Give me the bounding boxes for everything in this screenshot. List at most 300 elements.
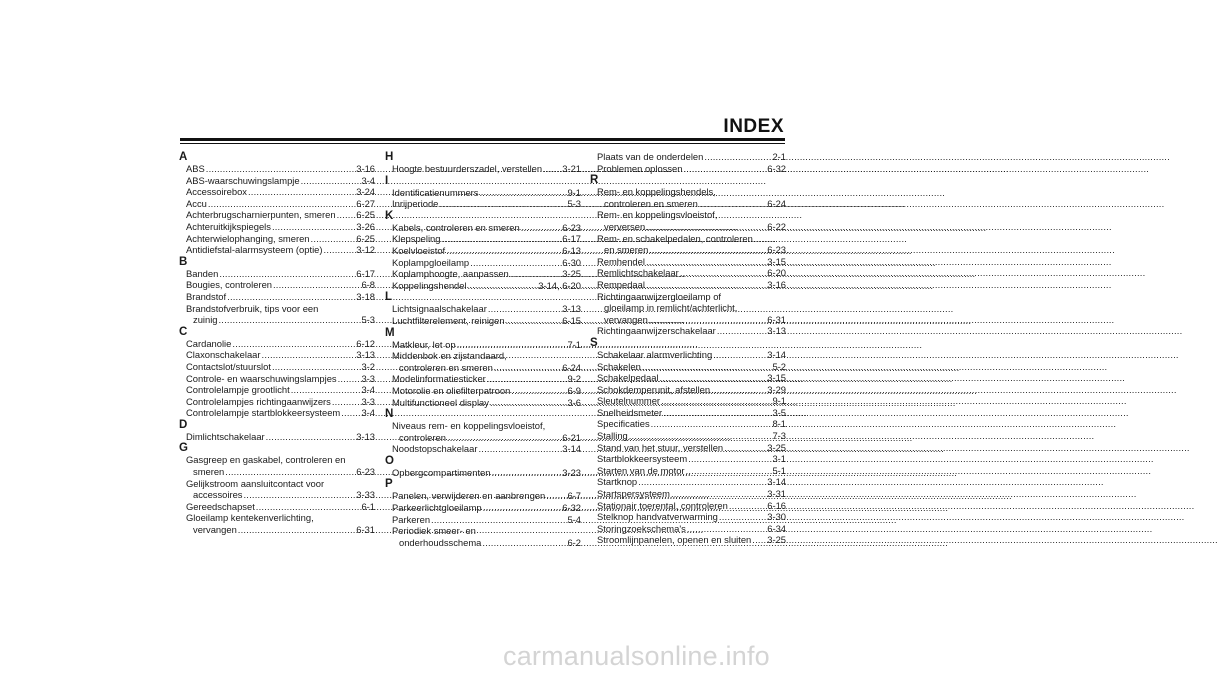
index-entry <box>385 163 581 175</box>
index-entry-text: Multifunctioneel display <box>392 396 489 408</box>
index-entry-text: Rem- en schakelpedalen, controleren <box>597 232 753 244</box>
index-entry-text: Middenbok en zijstandaard, <box>392 350 507 362</box>
index-letter-heading: P <box>385 478 393 491</box>
dot-leader <box>232 338 355 350</box>
dot-leader <box>262 349 356 361</box>
index-entry-text: Gereedschapset <box>186 500 255 512</box>
index-entry <box>590 500 786 512</box>
index-entry-text: Antidiefstal-alarmsysteem (optie) <box>186 244 323 256</box>
index-entry-text: Contactslot/stuurslot <box>186 360 271 372</box>
index-entry <box>385 490 581 502</box>
index-page-ref: 3-33 <box>356 489 375 501</box>
index-page-ref: 2-1 <box>772 151 786 162</box>
index-entry <box>385 467 581 479</box>
index-entry <box>590 151 786 163</box>
index-page-ref: 3-29 <box>767 383 786 395</box>
index-page-ref: 3-15 <box>767 255 786 267</box>
index-entry-text: Cardanolie <box>186 337 232 349</box>
index-entry <box>179 268 375 280</box>
index-entry-text: Accu <box>186 197 207 209</box>
index-entry <box>179 501 375 513</box>
index-entry <box>179 163 375 175</box>
dot-leader <box>660 372 767 384</box>
dot-leader <box>272 221 355 233</box>
dot-leader <box>629 430 772 442</box>
index-page-ref: 6-17 <box>356 267 375 279</box>
index-entry <box>590 325 786 337</box>
index-page-ref: 3-4 <box>361 384 375 396</box>
index-page-ref: 6-27 <box>356 197 375 209</box>
dot-leader <box>688 453 771 465</box>
index-entry-text: Storingzoekschema's <box>597 522 686 534</box>
index-entry-text: Snelheidsmeter <box>597 406 663 418</box>
dot-leader <box>487 373 567 385</box>
index-page-ref: 6-23 <box>767 244 786 256</box>
dot-leader <box>729 500 766 512</box>
dot-leader <box>699 198 766 210</box>
dot-leader <box>686 465 772 477</box>
index-entry <box>385 222 581 234</box>
index-entry <box>385 245 581 257</box>
index-page-ref: 3-31 <box>767 488 786 500</box>
index-page-ref: 6-22 <box>767 220 786 232</box>
index-page-ref: 3-16 <box>767 278 786 290</box>
header-rule-thin <box>180 143 785 144</box>
dot-leader <box>291 384 361 396</box>
dot-leader <box>219 268 355 280</box>
dot-leader <box>225 466 355 478</box>
dot-leader <box>661 395 771 407</box>
index-page-ref: 6-17 <box>562 233 581 245</box>
index-page-ref: 3-6 <box>567 396 581 408</box>
index-entry-text: onderhoudsschema <box>399 536 482 548</box>
index-entry <box>385 362 581 374</box>
index-entry <box>179 466 375 478</box>
index-letter-heading: L <box>385 291 393 304</box>
dot-leader <box>301 175 361 187</box>
index-entry-text: Controlelampje grootlicht <box>186 384 290 396</box>
index-entry <box>590 465 786 477</box>
index-entry-text: en smeren <box>604 244 649 256</box>
index-entry <box>179 291 375 303</box>
index-entry <box>590 372 786 384</box>
index-letter-heading: R <box>590 174 599 187</box>
index-page-ref: 6-31 <box>767 313 786 325</box>
index-letter-heading: O <box>385 454 394 467</box>
index-page-ref: 6-20 <box>767 267 786 279</box>
index-entry <box>590 488 786 500</box>
dot-leader <box>506 315 562 327</box>
dot-leader <box>227 291 355 303</box>
index-entry-text: controleren en smeren <box>399 361 493 373</box>
dot-leader <box>492 467 562 479</box>
dot-leader <box>324 244 356 256</box>
dot-leader <box>338 373 361 385</box>
index-entry <box>590 163 786 175</box>
index-column-1 <box>179 151 375 536</box>
index-entry-text: Rem- en koppelingsvloeistof, <box>597 209 718 221</box>
index-entry-text: Controle- en waarschuwingslampjes <box>186 372 337 384</box>
index-page-ref: 3-23 <box>562 466 581 478</box>
dot-leader <box>724 442 766 454</box>
dot-leader <box>671 488 766 500</box>
index-entry-text: accessoires <box>193 489 243 501</box>
index-page-ref: 6-30 <box>562 256 581 268</box>
index-page-ref: 7-3 <box>772 430 786 442</box>
dot-leader <box>717 325 766 337</box>
index-page-ref: 3-2 <box>361 360 375 372</box>
dot-leader <box>480 187 567 199</box>
dot-leader <box>441 233 561 245</box>
index-entry-text: Claxonschakelaar <box>186 349 261 361</box>
index-page-ref: 3-16 <box>356 163 375 174</box>
index-entry <box>385 315 581 327</box>
index-entry-text: Opbergcompartimenten <box>392 466 491 478</box>
index-entry-text: Gasgreep en gaskabel, controleren en <box>186 454 346 466</box>
index-entry <box>385 198 581 210</box>
index-entry <box>385 432 581 444</box>
index-page-ref: 5-2 <box>772 360 786 372</box>
index-entry-text: Startblokkeersysteem <box>597 453 688 465</box>
dot-leader <box>649 244 766 256</box>
index-entry-text: Koplamphoogte, aanpassen <box>392 268 509 280</box>
dot-leader <box>638 476 766 488</box>
index-page-ref: 3-4 <box>361 174 375 186</box>
dot-leader <box>244 489 356 501</box>
index-entry-text: Kabels, controleren en smeren <box>392 221 520 233</box>
index-page-ref: 3-14 <box>767 348 786 360</box>
index-page-ref: 6-23 <box>356 466 375 478</box>
index-entry <box>179 338 375 350</box>
index-entry-text: Schakelpedaal <box>597 372 659 384</box>
dot-leader <box>680 267 766 279</box>
dot-leader <box>248 186 355 198</box>
dot-leader <box>687 523 766 535</box>
index-entry-text: Controlelampje startblokkeersysteem <box>186 407 341 419</box>
index-page-ref: 6-32 <box>562 502 581 514</box>
dot-leader <box>341 407 360 419</box>
index-entry <box>385 257 581 269</box>
index-entry <box>385 385 581 397</box>
dot-leader <box>332 396 361 408</box>
index-letter-heading: S <box>590 336 598 349</box>
dot-leader <box>272 361 361 373</box>
index-entry <box>385 502 581 514</box>
index-entry <box>590 476 786 488</box>
index-entry-text: Startknop <box>597 476 638 488</box>
index-page-ref: 3-24 <box>356 186 375 198</box>
dot-leader <box>488 303 561 315</box>
index-entry-text: Parkeerlichtgloeilamp <box>392 502 482 514</box>
index-entry <box>179 314 375 326</box>
index-letter-heading: C <box>179 325 188 338</box>
index-entry <box>590 349 786 361</box>
index-entry <box>179 209 375 221</box>
dot-leader <box>494 362 561 374</box>
index-entry-text: Periodiek smeer- en <box>392 525 476 537</box>
index-entry-text: Schokdemperunit, afstellen <box>597 383 711 395</box>
index-entry-text: Luchtfilterelement, reinigen <box>392 314 505 326</box>
dot-leader <box>238 524 355 536</box>
index-page-ref: 3-13 <box>356 430 375 442</box>
index-entry-text: Starten van de motor <box>597 464 685 476</box>
dot-leader <box>266 431 356 443</box>
index-page-ref: 3-3 <box>361 395 375 407</box>
index-entry <box>590 279 786 291</box>
index-entry <box>385 443 581 455</box>
page-title: INDEX <box>723 116 784 137</box>
header-rule-thick <box>180 138 785 141</box>
index-entry <box>179 489 375 501</box>
index-entry <box>590 244 786 256</box>
dot-leader <box>483 502 562 514</box>
index-entry <box>179 524 375 536</box>
index-page-ref: 6-1 <box>361 500 375 512</box>
index-entry-text: Identificatienummers <box>392 186 479 198</box>
index-entry <box>179 431 375 443</box>
index-entry <box>385 339 581 351</box>
index-page-ref: 3-5 <box>772 406 786 418</box>
index-entry <box>179 279 375 291</box>
index-entry <box>179 244 375 256</box>
index-page-ref: 5-3 <box>361 314 375 326</box>
index-entry <box>385 187 581 199</box>
index-entry-text: vervangen <box>193 524 237 536</box>
index-entry-text: Bougies, controleren <box>186 279 272 291</box>
index-entry-text: ABS <box>186 163 205 174</box>
index-entry-text: verversen <box>604 220 646 232</box>
index-entry <box>590 407 786 419</box>
index-page-ref: 3-26 <box>356 220 375 232</box>
dot-leader <box>646 279 766 291</box>
index-letter-heading: N <box>385 408 394 421</box>
index-page-ref: 3-30 <box>767 511 786 523</box>
index-page-ref: 5-1 <box>772 464 786 476</box>
dot-leader <box>683 163 766 175</box>
index-page-ref: 6-23 <box>562 221 581 233</box>
index-entry <box>385 373 581 385</box>
index-page-ref: 3-14 <box>562 443 581 455</box>
index-entry-text: Schakelaar alarmverlichting <box>597 348 713 360</box>
index-page-ref: 3-25 <box>767 441 786 453</box>
watermark-text: carmanualsonline.info <box>503 641 770 671</box>
index-entry <box>590 198 786 210</box>
index-entry-text: Matkleur, let op <box>392 338 456 350</box>
dot-leader <box>482 537 566 549</box>
index-page-ref: 3-3 <box>361 372 375 384</box>
index-page-ref: 3-15 <box>767 372 786 384</box>
dot-leader <box>752 534 766 546</box>
dot-leader <box>478 443 561 455</box>
index-entry <box>179 384 375 396</box>
dot-leader <box>510 268 561 280</box>
dot-leader <box>546 490 566 502</box>
dot-leader <box>704 151 771 163</box>
index-letter-heading: D <box>179 418 188 431</box>
index-letter-heading: I <box>385 174 389 187</box>
index-entry-text: Stelknop handvatverwarming <box>597 511 718 523</box>
index-entry <box>179 186 375 198</box>
index-entry-text: Brandstof <box>186 290 227 302</box>
dot-leader <box>713 349 766 361</box>
index-entry-text: Gloeilamp kentekenverlichting, <box>186 512 314 524</box>
index-entry <box>179 221 375 233</box>
dot-leader <box>543 163 561 175</box>
index-entry-text: controleren <box>399 431 446 443</box>
index-page-ref: 3-25 <box>767 534 786 546</box>
index-page-ref: 6-2 <box>567 536 581 548</box>
index-entry <box>590 534 786 546</box>
index-column-2 <box>385 151 581 548</box>
index-page-ref: 6-34 <box>767 522 786 534</box>
index-entry-text: Stalling <box>597 430 628 442</box>
index-entry <box>590 314 786 326</box>
index-entry <box>179 361 375 373</box>
index-entry-text: Remhendel <box>597 255 645 267</box>
index-page-ref: 5-4 <box>567 513 581 525</box>
index-page-ref: 6-25 <box>356 232 375 244</box>
index-page-ref: 6-25 <box>356 209 375 221</box>
index-entry-text: Plaats van de onderdelen <box>597 151 704 162</box>
dot-leader <box>719 511 766 523</box>
index-entry-text: Inrijperiode <box>392 198 439 210</box>
dot-leader <box>646 221 766 233</box>
index-page-ref: 3-4 <box>361 407 375 419</box>
index-entry <box>385 280 581 292</box>
index-entry-text: Koplampgloeilamp <box>392 256 470 268</box>
index-page-ref: 6-31 <box>356 524 375 536</box>
index-entry-text: controleren en smeren <box>604 197 698 209</box>
index-entry-text: gloeilamp in remlicht/achterlicht, <box>604 302 738 314</box>
index-page-ref: 6-15 <box>562 314 581 326</box>
index-page-ref: 3-25 <box>562 268 581 280</box>
index-page-ref: 9-2 <box>567 373 581 385</box>
index-entry <box>179 396 375 408</box>
index-entry-text: Motorolie en oliefilterpatroon <box>392 384 511 396</box>
dot-leader <box>711 384 766 396</box>
dot-leader <box>431 514 566 526</box>
index-entry-text: smeren <box>193 466 225 478</box>
index-page-ref: 3-14, 6-20 <box>538 279 581 291</box>
index-entry-text: Panelen, verwijderen en aanbrengen <box>392 490 546 502</box>
index-page-ref: 6-16 <box>767 499 786 511</box>
dot-leader <box>273 279 360 291</box>
index-entry-text: Achteruitkijkspiegels <box>186 220 271 232</box>
dot-leader <box>457 339 567 351</box>
dot-leader <box>651 418 772 430</box>
index-entry <box>179 233 375 245</box>
index-page-ref: 6-9 <box>567 384 581 396</box>
index-entry <box>590 256 786 268</box>
index-entry-text: Modelinformatiesticker <box>392 373 486 385</box>
index-entry-text: Startspersysteem <box>597 488 670 500</box>
index-page-ref: 9-1 <box>567 186 581 198</box>
index-page-ref: 6-12 <box>356 337 375 349</box>
index-entry <box>385 397 581 409</box>
index-entry-text: Dimlichtschakelaar <box>186 430 265 442</box>
dot-leader <box>646 256 766 268</box>
index-entry <box>590 361 786 373</box>
dot-leader <box>663 407 771 419</box>
index-page-ref: 3-18 <box>356 290 375 302</box>
index-entry-text: Parkeren <box>392 513 431 525</box>
index-entry-text: Stationair toerental, controleren <box>597 499 728 511</box>
index-entry-text: Klepspeling <box>392 233 441 245</box>
index-page-ref: 9-1 <box>772 395 786 407</box>
index-entry-text: Koelvloeistof <box>392 244 446 256</box>
index-letter-heading: K <box>385 209 394 222</box>
index-entry-text: Specificaties <box>597 418 650 430</box>
index-entry-text: Problemen oplossen <box>597 162 683 174</box>
index-page-ref: 6-32 <box>767 162 786 174</box>
dot-leader <box>468 280 538 292</box>
index-page-ref: 8-1 <box>772 418 786 430</box>
dot-leader <box>446 245 561 257</box>
index-column-3 <box>590 151 786 546</box>
index-entry-text: Achterbrugscharnierpunten, smeren <box>186 209 336 221</box>
index-entry <box>590 442 786 454</box>
index-entry <box>590 430 786 442</box>
index-entry <box>590 418 786 430</box>
index-entry <box>179 407 375 419</box>
index-entry-text: Banden <box>186 267 219 279</box>
index-entry <box>385 233 581 245</box>
index-entry <box>179 175 375 187</box>
index-entry-text: Schakelen <box>597 360 641 372</box>
index-entry <box>590 395 786 407</box>
index-entry <box>385 303 581 315</box>
index-letter-heading: A <box>179 151 188 163</box>
index-letter-heading: G <box>179 442 188 455</box>
dot-leader <box>439 198 566 210</box>
index-entry-text: Remlichtschakelaar <box>597 267 679 279</box>
index-page-ref: 3-12 <box>356 244 375 256</box>
index-entry-text: Rempedaal <box>597 278 645 290</box>
index-page-ref: 3-21 <box>562 163 581 174</box>
index-entry <box>590 384 786 396</box>
index-entry-text: Lichtsignaalschakelaar <box>392 303 487 315</box>
dot-leader <box>256 501 361 513</box>
index-page-ref: 3-13 <box>562 303 581 315</box>
index-page-ref: 6-7 <box>567 490 581 502</box>
dot-leader <box>470 257 561 269</box>
index-entry <box>590 221 786 233</box>
index-page-ref: 3-13 <box>356 349 375 361</box>
index-entry-text: Hoogte bestuurderszadel, verstellen <box>392 163 543 174</box>
index-entry-text: Controlelampjes richtingaanwijzers <box>186 395 331 407</box>
index-entry-text: Sleutelnummer <box>597 395 661 407</box>
index-page-ref: 3-13 <box>767 325 786 337</box>
dot-leader <box>511 385 566 397</box>
index-page-ref: 7-1 <box>567 338 581 350</box>
index-letter-heading: M <box>385 326 395 339</box>
index-entry-text: Accessoirebox <box>186 186 247 198</box>
index-entry <box>179 373 375 385</box>
index-entry-text: Stroomlijnpanelen, openen en sluiten <box>597 534 752 546</box>
index-entry-text: ABS-waarschuwingslampje <box>186 174 300 186</box>
index-page-ref: 5-3 <box>567 198 581 210</box>
index-page-ref: 3-14 <box>767 476 786 488</box>
index-entry <box>385 537 581 549</box>
index-page-ref: 6-24 <box>767 197 786 209</box>
index-entry-text: Rem- en koppelingshendels, <box>597 186 716 198</box>
index-entry <box>590 523 786 535</box>
index-entry-text: Stand van het stuur, verstellen <box>597 441 724 453</box>
index-entry-text: Gelijkstroom aansluitcontact voor <box>186 477 325 489</box>
index-letter-heading: B <box>179 255 188 268</box>
index-entry-text: Niveaus rem- en koppelingsvloeistof, <box>392 420 546 432</box>
index-page-ref: 6-8 <box>361 279 375 291</box>
